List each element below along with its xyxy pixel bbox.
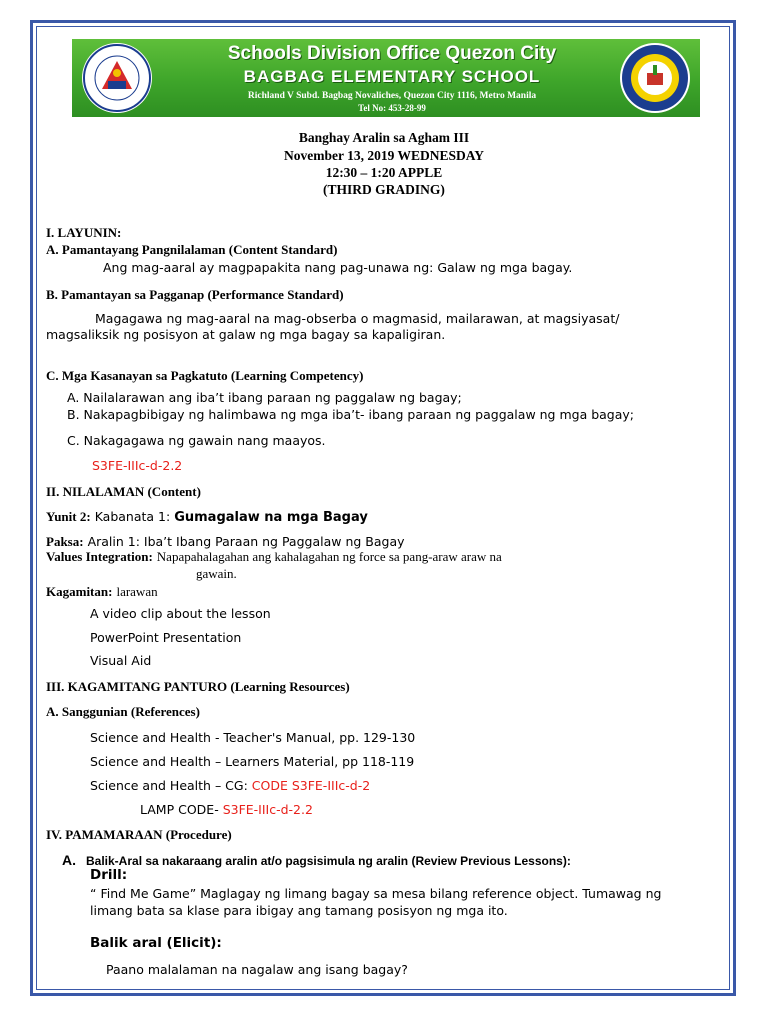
document-time-section: 12:30 – 1:20 APPLE xyxy=(325,165,443,180)
learning-competency-heading: C. Mga Kasanayan sa Pagkatuto (Learning Competency) xyxy=(46,368,364,383)
yunit-title: Gumagalaw na mga Bagay xyxy=(174,510,368,525)
reference-item: Science and Health – Learners Material, pp 118-119 xyxy=(90,754,415,769)
review-letter: A. xyxy=(62,852,76,868)
kagamitan-line xyxy=(46,583,158,601)
document-grading-period: (THIRD GRADING) xyxy=(323,182,445,197)
reference-item: Science and Health - Teacher's Manual, pp. 129-130 xyxy=(90,730,416,745)
reference-item xyxy=(90,778,370,793)
values-integration-line xyxy=(46,548,502,566)
kagamitan-label: Kagamitan: xyxy=(46,584,113,599)
lamp-code-label: LAMP CODE- xyxy=(140,802,223,817)
division-seal-logo xyxy=(82,43,152,113)
office-name: Schools Division Office Quezon City xyxy=(227,43,557,64)
performance-standard-text-line1: Magagawa ng mag-aaral na mag-obserba o magmasid, mailarawan, at magsiyasat/ xyxy=(95,311,620,326)
content-standard-heading: A. Pamantayang Pangnilalaman (Content Standard) xyxy=(46,242,338,257)
paksa-label: Paksa: xyxy=(46,534,84,549)
competency-item: B. Nakapagbibigay ng halimbawa ng mga iba’t- ibang paraan ng paggalaw ng mga bagay; xyxy=(67,407,635,422)
school-name: BAGBAG ELEMENTARY SCHOOL xyxy=(243,67,541,86)
material-item: A video clip about the lesson xyxy=(90,606,271,621)
balik-aral-text: Paano malalaman na nagalaw ang isang bagay? xyxy=(106,962,408,977)
lamp-code-item xyxy=(140,802,313,817)
reference-code: CODE S3FE-IIIc-d-2 xyxy=(251,778,371,793)
reference-text: Science and Health – CG: xyxy=(90,778,252,793)
drill-text-line2: limang bata sa klase para ibigay ang tamang posisyon ng mga ito. xyxy=(90,903,508,918)
kagamitan-text: larawan xyxy=(116,584,158,599)
drill-text-line1: “ Find Me Game” Maglagay ng limang bagay sa mesa bilang reference object. Tumawag ng xyxy=(90,886,662,901)
school-address: Richland V Subd. Bagbag Novaliches, Quezon City 1116, Metro Manila xyxy=(247,91,537,101)
values-integration-label: Values Integration: xyxy=(46,549,153,564)
letterhead-banner xyxy=(72,39,700,117)
material-item: PowerPoint Presentation xyxy=(90,630,242,645)
performance-standard-heading: B. Pamantayan sa Pagganap (Performance Standard) xyxy=(46,287,344,302)
section-nilalaman-heading: II. NILALAMAN (Content) xyxy=(46,484,201,499)
material-item: Visual Aid xyxy=(90,653,152,668)
lamp-code-value: S3FE-IIIc-d-2.2 xyxy=(222,802,313,817)
performance-standard-text-line2: magsaliksik ng posisyon at galaw ng mga bagay sa kapaligiran. xyxy=(46,327,446,342)
school-seal-logo xyxy=(620,43,690,113)
drill-heading: Drill: xyxy=(90,867,128,883)
document-date: November 13, 2019 WEDNESDAY xyxy=(283,148,484,163)
competency-item: A. Nailalarawan ang iba’t ibang paraan ng paggalaw ng bagay; xyxy=(67,390,462,405)
competency-item: C. Nakagagawa ng gawain nang maayos. xyxy=(67,433,326,448)
section-learning-resources-heading: III. KAGAMITANG PANTURO (Learning Resources) xyxy=(46,679,350,694)
document-title: Banghay Aralin sa Agham III xyxy=(298,130,470,145)
section-procedure-heading: IV. PAMAMARAAN (Procedure) xyxy=(46,827,232,842)
school-telephone: Tel No: 453-28-99 xyxy=(358,103,426,113)
balik-aral-heading: Balik aral (Elicit): xyxy=(90,935,222,951)
values-integration-text-cont: gawain. xyxy=(196,566,237,581)
content-standard-text: Ang mag-aaral ay magpapakita nang pag-unawa ng: Galaw ng mga bagay. xyxy=(103,260,573,275)
yunit-label: Yunit 2: xyxy=(46,509,91,524)
paksa-text: Aralin 1: Iba’t Ibang Paraan ng Paggalaw ng Bagay xyxy=(87,534,405,549)
yunit-line xyxy=(46,508,368,526)
values-integration-text: Napapahalagahan ang kahalagahan ng force sa pang-araw araw na xyxy=(156,549,502,564)
competency-code: S3FE-IIIc-d-2.2 xyxy=(92,458,183,473)
kabanata-label: Kabanata 1: xyxy=(94,509,171,524)
review-lessons-text: Balik-Aral sa nakaraang aralin at/o pagsisimula ng aralin (Review Previous Lessons): xyxy=(86,854,571,868)
section-layunin-heading: I. LAYUNIN: xyxy=(46,225,122,240)
review-lessons-line xyxy=(62,852,571,870)
references-heading: A. Sanggunian (References) xyxy=(46,704,200,719)
